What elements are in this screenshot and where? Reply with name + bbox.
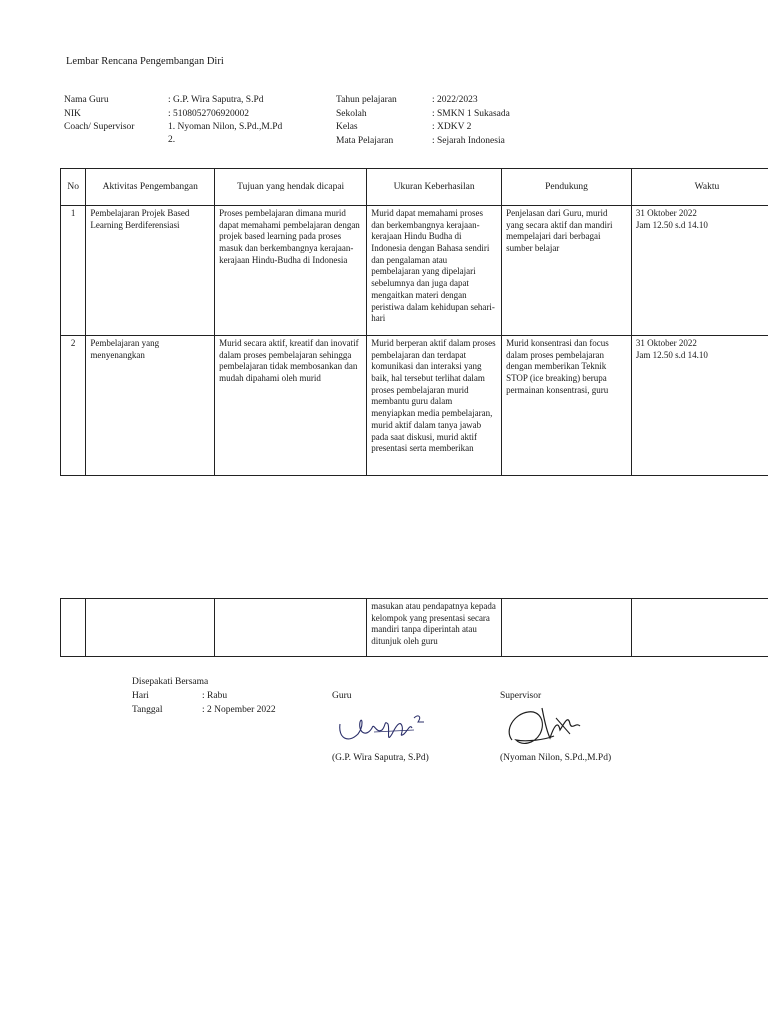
cell-tujuan: Proses pembelajaran dimana murid dapat memahami pembelajaran dengan projek based learning pada proses masuk dan berkembangnya kerajaan-kerajaan Hindu-Budha di Indonesia (215, 206, 367, 336)
guru-signature (334, 704, 444, 750)
supervisor-name: (Nyoman Nilon, S.Pd.,M.Pd) (500, 753, 612, 763)
header-pendukung: Pendukung (502, 169, 632, 206)
table-header-row (61, 169, 768, 206)
cell-aktivitas (86, 599, 215, 657)
supervisor-label: Supervisor (500, 691, 542, 701)
cell-no: 1 (61, 206, 86, 336)
header-tujuan: Tujuan yang hendak dicapai (215, 169, 367, 206)
coach-value-1: 1. Nyoman Nilon, S.Pd.,M.Pd (168, 122, 283, 132)
guru-name: (G.P. Wira Saputra, S.Pd) (332, 753, 429, 763)
plan-table-continuation (60, 598, 768, 657)
table-row (61, 599, 768, 657)
waktu-time: Jam 12.50 s.d 14.10 (635, 219, 708, 230)
cell-tujuan: Murid secara aktif, kreatif dan inovatif dalam proses pembelajaran sehingga pembelajaran tidak membosankan dan mudah dipahami oleh murid (215, 336, 367, 476)
cell-ukuran: Murid dapat memahami proses dan berkembangnya kerajaan-kerajaan Hindu Budha di Indonesia dengan Bahasa sendiri dan pengalaman atau pembelajaran yang dipelajari sebelumnya dan juga dapat mengaitkan materi dengan peristiwa dalam kehidupan sehari-hari (367, 206, 502, 336)
waktu-date: 31 Oktober 2022 (635, 208, 697, 218)
cell-no (61, 599, 86, 657)
cell-ukuran: Murid berperan aktif dalam proses pembelajaran dan terdapat komunikasi dan interaksi yang baik, hal tersebut terlihat dalam proses pembelajaran murid membantu guru dalam menyiapkan media pembelajaran, murid aktif dalam tanya jawab pada saat diskusi, murid aktif presentasi serta memberikan (367, 336, 502, 476)
nama-guru-label: Nama Guru (64, 95, 109, 105)
cell-pendukung (502, 599, 632, 657)
mapel-label: Mata Pelajaran (336, 136, 394, 146)
header-no: No (61, 169, 86, 206)
nama-guru-value: : G.P. Wira Saputra, S.Pd (168, 95, 264, 105)
mapel-value: : Sejarah Indonesia (432, 136, 505, 146)
kelas-value: : XDKV 2 (432, 122, 472, 132)
nik-label: NIK (64, 109, 81, 119)
cell-aktivitas: Pembelajaran Projek Based Learning Berdiferensiasi (86, 206, 215, 336)
table-row (61, 206, 768, 336)
cell-pendukung: Penjelasan dari Guru, murid yang secara aktif dan mandiri mempelajari dari berbagai sumber belajar (502, 206, 632, 336)
waktu-date: 31 Oktober 2022 (635, 338, 697, 348)
header-ukuran: Ukuran Keberhasilan (367, 169, 502, 206)
cell-waktu (631, 336, 768, 476)
tanggal-value: : 2 Nopember 2022 (202, 705, 276, 715)
cell-aktivitas: Pembelajaran yang menyenangkan (86, 336, 215, 476)
cell-waktu (631, 206, 768, 336)
hari-value: : Rabu (202, 691, 228, 701)
hari-label: Hari (132, 691, 149, 701)
tanggal-label: Tanggal (132, 705, 163, 715)
header-aktivitas: Aktivitas Pengembangan (86, 169, 215, 206)
agreement-heading: Disepakati Bersama (132, 677, 209, 687)
header-waktu: Waktu (631, 169, 768, 206)
guru-label: Guru (332, 691, 352, 701)
cell-pendukung: Murid konsentrasi dan focus dalam proses pembelajaran dengan memberikan Teknik STOP (ice breaking) berupa permainan konsentrasi, guru (502, 336, 632, 476)
coach-label: Coach/ Supervisor (64, 122, 135, 132)
nik-value: : 5108052706920002 (168, 109, 250, 119)
supervisor-signature (504, 700, 604, 752)
cell-ukuran: masukan atau pendapatnya kepada kelompok yang presentasi secara mandiri tanpa diperintah atau ditunjuk oleh guru (367, 599, 502, 657)
kelas-label: Kelas (336, 122, 358, 132)
sekolah-label: Sekolah (336, 109, 367, 119)
table-row (61, 336, 768, 476)
tahun-label: Tahun pelajaran (336, 95, 397, 105)
page-title: Lembar Rencana Pengembangan Diri (66, 56, 224, 67)
cell-waktu (631, 599, 768, 657)
tahun-value: : 2022/2023 (432, 95, 478, 105)
sekolah-value: : SMKN 1 Sukasada (432, 109, 510, 119)
plan-table (60, 168, 768, 476)
waktu-time: Jam 12.50 s.d 14.10 (635, 349, 708, 360)
cell-tujuan (215, 599, 367, 657)
cell-no: 2 (61, 336, 86, 476)
coach-value-2: 2. (168, 135, 176, 145)
